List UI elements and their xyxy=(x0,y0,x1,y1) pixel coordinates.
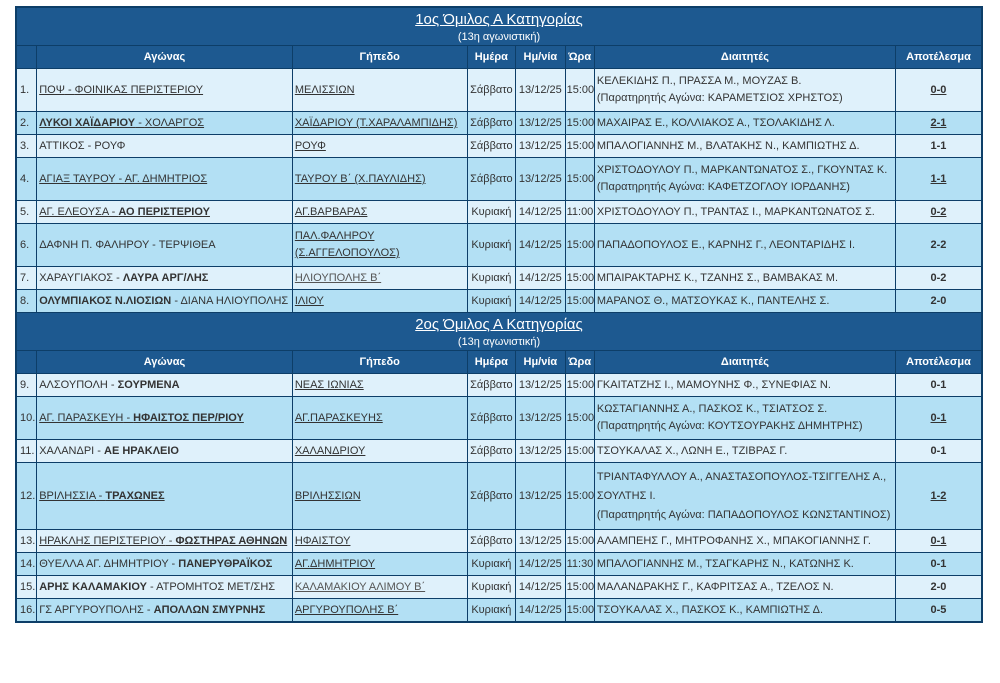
table-row xyxy=(17,201,981,223)
referees: ΠΑΠΑΔΟΠΟΥΛΟΣ Ε., ΚΑΡΝΗΣ Γ., ΛΕΟΝΤΑΡΙΔΗΣ Ι. xyxy=(595,224,895,266)
referees: ΤΣΟΥΚΑΛΑΣ Χ., ΛΩΝΗ Ε., ΤΖΙΒΡΑΣ Γ. xyxy=(595,440,895,462)
table-row xyxy=(17,135,981,157)
match-time: 15:00 xyxy=(566,69,594,111)
col-venue-header: Γήπεδο xyxy=(293,46,467,68)
row-number: 7. xyxy=(17,267,36,289)
home-team: ΑΛΣΟΥΠΟΛΗ xyxy=(39,379,108,391)
venue-link[interactable]: ΑΓ.ΔΗΜΗΤΡΙΟΥ xyxy=(293,553,467,575)
result: 2-0 xyxy=(896,290,981,312)
away-team: ΡΟΥΦ xyxy=(94,140,126,152)
match-link[interactable]: ΗΡΑΚΛΗΣ ΠΕΡΙΣΤΕΡΙΟΥ - ΦΩΣΤΗΡΑΣ ΑΘΗΝΩΝ xyxy=(37,530,292,552)
col-num-header xyxy=(17,351,36,373)
away-team: ΑΠΟΛΛΩΝ ΣΜΥΡΝΗΣ xyxy=(153,604,266,616)
home-team: ΛΥΚΟΙ ΧΑΪΔΑΡΙΟΥ xyxy=(39,117,136,129)
table-row xyxy=(17,112,981,134)
match-time: 15:00 xyxy=(566,267,594,289)
row-number: 13. xyxy=(17,530,36,552)
away-team: ΗΦΑΙΣΤΟΣ ΠΕΡ/ΡΙΟΥ xyxy=(133,412,244,424)
group1-round: (13η αγωνιστική) xyxy=(457,31,541,43)
table-row xyxy=(17,69,981,111)
home-team: ΑΤΤΙΚΟΣ xyxy=(39,140,85,152)
match-time: 15:00 xyxy=(566,530,594,552)
match-date: 13/12/25 xyxy=(516,112,565,134)
away-team: ΣΟΥΡΜΕΝΑ xyxy=(117,379,180,391)
col-num-header xyxy=(17,46,36,68)
table-row xyxy=(17,440,981,462)
group2-title[interactable]: 2ος Όμιλος Α Κατηγορίας xyxy=(415,316,583,333)
table-row xyxy=(17,463,981,529)
referees: ΑΛΑΜΠΕΗΣ Γ., ΜΗΤΡΟΦΑΝΗΣ Χ., ΜΠΑΚΟΓΙΑΝΝΗΣ Γ. xyxy=(595,530,895,552)
home-team: ΓΣ ΑΡΓΥΡΟΥΠΟΛΗΣ xyxy=(39,604,144,616)
col-date-header: Ημ/νία xyxy=(516,46,565,68)
home-team: ΔΑΦΝΗ Π. ΦΑΛΗΡΟΥ xyxy=(39,239,150,251)
match-text: ΧΑΡΑΥΓΙΑΚΟΣ - ΛΑΥΡΑ ΑΡΓ/ΛΗΣ xyxy=(37,267,292,289)
away-team: ΤΡΑΧΩΝΕΣ xyxy=(105,490,165,502)
home-team: ΘΥΕΛΛΑ ΑΓ. ΔΗΜΗΤΡΙΟΥ xyxy=(39,558,169,570)
match-date: 13/12/25 xyxy=(516,158,565,200)
referees: ΜΑΛΑΝΔΡΑΚΗΣ Γ., ΚΑΦΡΙΤΣΑΣ Α., ΤΖΕΛΟΣ Ν. xyxy=(595,576,895,598)
venue-link[interactable]: ΜΕΛΙΣΣΙΩΝ xyxy=(293,69,467,111)
venue-link[interactable]: ΠΑΛ.ΦΑΛΗΡΟΥ (Σ.ΑΓΓΕΛΟΠΟΥΛΟΣ) xyxy=(293,224,467,266)
match-time: 15:00 xyxy=(566,397,594,439)
match-day: Σάββατο xyxy=(468,530,515,552)
match-time: 15:00 xyxy=(566,440,594,462)
venue-link[interactable]: ΚΑΛΑΜΑΚΙΟΥ ΑΛΙΜΟΥ Β΄ xyxy=(293,576,467,598)
match-date: 14/12/25 xyxy=(516,553,565,575)
match-date: 14/12/25 xyxy=(516,290,565,312)
group1-title[interactable]: 1ος Όμιλος Α Κατηγορίας xyxy=(415,11,583,28)
result-link[interactable]: 1-1 xyxy=(896,158,981,200)
result: 0-1 xyxy=(896,553,981,575)
table-row xyxy=(17,576,981,598)
home-team: ΧΑΡΑΥΓΙΑΚΟΣ xyxy=(39,272,114,284)
home-team: ΧΑΛΑΝΔΡΙ xyxy=(39,445,95,457)
match-observer: (Παρατηρητής Αγώνα: ΚΑΦΕΤΖΟΓΛΟΥ ΙΟΡΔΑΝΗΣ) xyxy=(596,181,850,193)
match-date: 14/12/25 xyxy=(516,576,565,598)
referees: ΜΑΧΑΙΡΑΣ Ε., ΚΟΛΛΙΑΚΟΣ Α., ΤΣΟΛΑΚΙΔΗΣ Λ. xyxy=(595,112,895,134)
col-referees-header: Διαιτητές xyxy=(595,351,895,373)
match-day: Σάββατο xyxy=(468,440,515,462)
referees: ΤΡΙΑΝΤΑΦΥΛΛΟΥ Α., ΑΝΑΣΤΑΣΟΠΟΥΛΟΣ-ΤΣΙΓΓΕΛΗΣ Α., ΣΟΥΛΤΗΣ Ι. (Παρατηρητής Αγώνα: ΠΑΠΑΔΟΠΟΥΛΟΣ ΚΩΝΣΤΑΝΤΙΝΟΣ) xyxy=(595,463,895,529)
match-day: Κυριακή xyxy=(468,267,515,289)
home-team: ΑΓΙΑΞ ΤΑΥΡΟΥ xyxy=(39,173,116,185)
match-text: ΔΑΦΝΗ Π. ΦΑΛΗΡΟΥ - ΤΕΡΨΙΘΕΑ xyxy=(37,224,292,266)
match-date: 13/12/25 xyxy=(516,135,565,157)
referees: ΚΕΛΕΚΙΔΗΣ Π., ΠΡΑΣΣΑ Μ., ΜΟΥΖΑΣ Β. (Παρατηρητής Αγώνα: ΚΑΡΑΜΕΤΣΙΟΣ ΧΡΗΣΤΟΣ) xyxy=(595,69,895,111)
venue-link[interactable]: ΗΛΙΟΥΠΟΛΗΣ Β΄ xyxy=(293,267,467,289)
match-date: 13/12/25 xyxy=(516,530,565,552)
col-venue-header: Γήπεδο xyxy=(293,351,467,373)
fixtures-table xyxy=(16,7,982,622)
match-time: 15:00 xyxy=(566,374,594,396)
away-team: ΠΑΝΕΡΥΘΡΑΪΚΟΣ xyxy=(178,558,273,570)
group2-title-row xyxy=(17,313,981,350)
match-observer: (Παρατηρητής Αγώνα: ΠΑΠΑΔΟΠΟΥΛΟΣ ΚΩΝΣΤΑΝΤΙΝΟΣ) xyxy=(596,508,891,521)
match-date: 13/12/25 xyxy=(516,69,565,111)
referees: ΧΡΙΣΤΟΔΟΥΛΟΥ Π., ΤΡΑΝΤΑΣ Ι., ΜΑΡΚΑΝΤΩΝΑΤΟΣ Σ. xyxy=(595,201,895,223)
group2-header-row xyxy=(17,351,981,373)
row-number: 12. xyxy=(17,463,36,529)
home-team: ΑΓ. ΠΑΡΑΣΚΕΥΗ xyxy=(39,412,124,424)
fixtures-panel xyxy=(15,6,983,623)
home-team: ΟΛΥΜΠΙΑΚΟΣ Ν.ΛΙΟΣΙΩΝ xyxy=(39,295,172,307)
match-observer: (Παρατηρητής Αγώνα: ΚΑΡΑΜΕΤΣΙΟΣ ΧΡΗΣΤΟΣ) xyxy=(596,92,843,104)
col-result-header: Αποτέλεσμα xyxy=(896,46,981,68)
col-result-header: Αποτέλεσμα xyxy=(896,351,981,373)
match-day: Σάββατο xyxy=(468,158,515,200)
result: 0-5 xyxy=(896,599,981,621)
result: 2-2 xyxy=(896,224,981,266)
row-number: 1. xyxy=(17,69,36,111)
table-row xyxy=(17,397,981,439)
venue-link[interactable]: ΙΛΙΟΥ xyxy=(293,290,467,312)
match-text: ΑΡΗΣ ΚΑΛΑΜΑΚΙΟΥ - ΑΤΡΟΜΗΤΟΣ ΜΕΤ/ΣΗΣ xyxy=(37,576,292,598)
match-date: 13/12/25 xyxy=(516,374,565,396)
referees: ΓΚΑΙΤΑΤΖΗΣ Ι., ΜΑΜΟΥΝΗΣ Φ., ΣΥΝΕΦΙΑΣ Ν. xyxy=(595,374,895,396)
match-link[interactable]: ΛΥΚΟΙ ΧΑΪΔΑΡΙΟΥ - ΧΟΛΑΡΓΟΣ xyxy=(37,112,292,134)
result-link[interactable]: 0-1 xyxy=(896,397,981,439)
table-row xyxy=(17,374,981,396)
venue-link[interactable]: ΑΓ.ΒΑΡΒΑΡΑΣ xyxy=(293,201,467,223)
match-day: Σάββατο xyxy=(468,69,515,111)
row-number: 16. xyxy=(17,599,36,621)
row-number: 5. xyxy=(17,201,36,223)
match-link[interactable]: ΒΡΙΛΗΣΣΙΑ - ΤΡΑΧΩΝΕΣ xyxy=(37,463,292,529)
match-text: ΟΛΥΜΠΙΑΚΟΣ Ν.ΛΙΟΣΙΩΝ - ΔΙΑΝΑ ΗΛΙΟΥΠΟΛΗΣ xyxy=(37,290,292,312)
referees: ΚΩΣΤΑΓΙΑΝΝΗΣ Α., ΠΑΣΚΟΣ Κ., ΤΣΙΑΤΣΟΣ Σ. (Παρατηρητής Αγώνα: ΚΟΥΤΣΟΥΡΑΚΗΣ ΔΗΜΗΤΡΗΣ) xyxy=(595,397,895,439)
table-row xyxy=(17,599,981,621)
row-number: 14. xyxy=(17,553,36,575)
venue-link[interactable]: ΑΓ.ΠΑΡΑΣΚΕΥΗΣ xyxy=(293,397,467,439)
row-number: 11. xyxy=(17,440,36,462)
away-team: ΑΟ ΠΕΡΙΣΤΕΡΙΟΥ xyxy=(118,206,210,218)
result-link[interactable]: 0-1 xyxy=(896,530,981,552)
match-date: 14/12/25 xyxy=(516,599,565,621)
result: 1-1 xyxy=(896,135,981,157)
match-time: 15:00 xyxy=(566,158,594,200)
row-number: 2. xyxy=(17,112,36,134)
match-link[interactable]: ΠΟΨ - ΦΟΙΝΙΚΑΣ ΠΕΡΙΣΤΕΡΙΟΥ xyxy=(37,69,292,111)
group2-round: (13η αγωνιστική) xyxy=(457,336,541,348)
result-link[interactable]: 2-1 xyxy=(896,112,981,134)
match-time: 15:00 xyxy=(566,224,594,266)
away-team: ΑΓ. ΔΗΜΗΤΡΙΟΣ xyxy=(124,173,208,185)
home-team: ΠΟΨ xyxy=(39,84,65,96)
match-text: ΑΛΣΟΥΠΟΛΗ - ΣΟΥΡΜΕΝΑ xyxy=(37,374,292,396)
venue-link[interactable]: ΒΡΙΛΗΣΣΙΩΝ xyxy=(293,463,467,529)
row-number: 8. xyxy=(17,290,36,312)
col-day-header: Ημέρα xyxy=(468,46,515,68)
result-link[interactable]: 0-2 xyxy=(896,201,981,223)
table-row xyxy=(17,158,981,200)
result: 0-1 xyxy=(896,374,981,396)
venue-link[interactable]: ΧΑΪΔΑΡΙΟΥ (Τ.ΧΑΡΑΛΑΜΠΙΔΗΣ) xyxy=(293,112,467,134)
away-team: ΤΕΡΨΙΘΕΑ xyxy=(158,239,216,251)
match-time: 11:30 xyxy=(566,553,594,575)
group1-header-row xyxy=(17,46,981,68)
match-time: 15:00 xyxy=(566,576,594,598)
col-time-header: Ώρα xyxy=(566,351,594,373)
venue-link[interactable]: ΗΦΑΙΣΤΟΥ xyxy=(293,530,467,552)
venue-link[interactable]: ΑΡΓΥΡΟΥΠΟΛΗΣ Β΄ xyxy=(293,599,467,621)
row-number: 3. xyxy=(17,135,36,157)
away-team: ΔΙΑΝΑ ΗΛΙΟΥΠΟΛΗΣ xyxy=(180,295,289,307)
home-team: ΑΓ. ΕΛΕΟΥΣΑ xyxy=(39,206,109,218)
table-row xyxy=(17,553,981,575)
venue-link[interactable]: ΧΑΛΑΝΔΡΙΟΥ xyxy=(293,440,467,462)
result: 2-0 xyxy=(896,576,981,598)
match-text: ΓΣ ΑΡΓΥΡΟΥΠΟΛΗΣ - ΑΠΟΛΛΩΝ ΣΜΥΡΝΗΣ xyxy=(37,599,292,621)
match-link[interactable]: ΑΓ. ΕΛΕΟΥΣΑ - ΑΟ ΠΕΡΙΣΤΕΡΙΟΥ xyxy=(37,201,292,223)
match-observer: (Παρατηρητής Αγώνα: ΚΟΥΤΣΟΥΡΑΚΗΣ ΔΗΜΗΤΡΗΣ) xyxy=(596,420,863,432)
match-link[interactable]: ΑΓ. ΠΑΡΑΣΚΕΥΗ - ΗΦΑΙΣΤΟΣ ΠΕΡ/ΡΙΟΥ xyxy=(37,397,292,439)
match-day: Σάββατο xyxy=(468,374,515,396)
match-date: 13/12/25 xyxy=(516,463,565,529)
away-team: ΦΟΙΝΙΚΑΣ ΠΕΡΙΣΤΕΡΙΟΥ xyxy=(74,84,204,96)
match-time: 15:00 xyxy=(566,290,594,312)
home-team: ΒΡΙΛΗΣΣΙΑ xyxy=(39,490,96,502)
match-time: 15:00 xyxy=(566,599,594,621)
match-day: Κυριακή xyxy=(468,224,515,266)
referees: ΜΠΑΛΟΓΙΑΝΝΗΣ Μ., ΤΣΑΓΚΑΡΗΣ Ν., ΚΑΤΩΝΗΣ Κ. xyxy=(595,553,895,575)
referees: ΧΡΙΣΤΟΔΟΥΛΟΥ Π., ΜΑΡΚΑΝΤΩΝΑΤΟΣ Σ., ΓΚΟΥΝΤΑΣ Κ. (Παρατηρητής Αγώνα: ΚΑΦΕΤΖΟΓΛΟΥ ΙΟΡΔΑΝΗΣ) xyxy=(595,158,895,200)
match-date: 14/12/25 xyxy=(516,224,565,266)
match-time: 15:00 xyxy=(566,112,594,134)
result-link[interactable]: 0-0 xyxy=(896,69,981,111)
referees: ΜΠΑΛΟΓΙΑΝΝΗΣ Μ., ΒΛΑΤΑΚΗΣ Ν., ΚΑΜΠΙΩΤΗΣ Δ. xyxy=(595,135,895,157)
row-number: 15. xyxy=(17,576,36,598)
match-date: 13/12/25 xyxy=(516,440,565,462)
match-time: 11:00 xyxy=(566,201,594,223)
match-date: 14/12/25 xyxy=(516,201,565,223)
match-text: ΘΥΕΛΛΑ ΑΓ. ΔΗΜΗΤΡΙΟΥ - ΠΑΝΕΡΥΘΡΑΪΚΟΣ xyxy=(37,553,292,575)
venue-link[interactable]: ΡΟΥΦ xyxy=(293,135,467,157)
home-team: ΗΡΑΚΛΗΣ ΠΕΡΙΣΤΕΡΙΟΥ xyxy=(39,535,166,547)
venue-link[interactable]: ΤΑΥΡΟΥ Β΄ (Χ.ΠΑΥΛΙΔΗΣ) xyxy=(293,158,467,200)
match-day: Κυριακή xyxy=(468,553,515,575)
col-match-header: Αγώνας xyxy=(37,351,292,373)
referees: ΤΣΟΥΚΑΛΑΣ Χ., ΠΑΣΚΟΣ Κ., ΚΑΜΠΙΩΤΗΣ Δ. xyxy=(595,599,895,621)
referees: ΜΠΑΙΡΑΚΤΑΡΗΣ Κ., ΤΖΑΝΗΣ Σ., ΒΑΜΒΑΚΑΣ Μ. xyxy=(595,267,895,289)
away-team: ΑΤΡΟΜΗΤΟΣ ΜΕΤ/ΣΗΣ xyxy=(156,581,276,593)
match-time: 15:00 xyxy=(566,463,594,529)
col-date-header: Ημ/νία xyxy=(516,351,565,373)
col-referees-header: Διαιτητές xyxy=(595,46,895,68)
match-date: 14/12/25 xyxy=(516,267,565,289)
result: 0-1 xyxy=(896,440,981,462)
table-row xyxy=(17,267,981,289)
row-number: 10. xyxy=(17,397,36,439)
match-text: ΧΑΛΑΝΔΡΙ - ΑΕ ΗΡΑΚΛΕΙΟ xyxy=(37,440,292,462)
row-number: 6. xyxy=(17,224,36,266)
table-row xyxy=(17,290,981,312)
home-team: ΑΡΗΣ ΚΑΛΑΜΑΚΙΟΥ xyxy=(39,581,147,593)
match-day: Σάββατο xyxy=(468,397,515,439)
group1-title-row xyxy=(17,8,981,45)
match-date: 13/12/25 xyxy=(516,397,565,439)
match-link[interactable]: ΑΓΙΑΞ ΤΑΥΡΟΥ - ΑΓ. ΔΗΜΗΤΡΙΟΣ xyxy=(37,158,292,200)
match-day: Σάββατο xyxy=(468,112,515,134)
table-row xyxy=(17,530,981,552)
col-match-header: Αγώνας xyxy=(37,46,292,68)
referees: ΜΑΡΑΝΟΣ Θ., ΜΑΤΣΟΥΚΑΣ Κ., ΠΑΝΤΕΛΗΣ Σ. xyxy=(595,290,895,312)
venue-link[interactable]: ΝΕΑΣ ΙΩΝΙΑΣ xyxy=(293,374,467,396)
row-number: 9. xyxy=(17,374,36,396)
match-text: ΑΤΤΙΚΟΣ - ΡΟΥΦ xyxy=(37,135,292,157)
match-time: 15:00 xyxy=(566,135,594,157)
away-team: ΦΩΣΤΗΡΑΣ ΑΘΗΝΩΝ xyxy=(175,535,288,547)
table-row xyxy=(17,224,981,266)
match-day: Κυριακή xyxy=(468,599,515,621)
result: 0-2 xyxy=(896,267,981,289)
match-day: Κυριακή xyxy=(468,576,515,598)
row-number: 4. xyxy=(17,158,36,200)
match-day: Κυριακή xyxy=(468,290,515,312)
match-day: Κυριακή xyxy=(468,201,515,223)
away-team: ΧΟΛΑΡΓΟΣ xyxy=(144,117,205,129)
match-day: Σάββατο xyxy=(468,135,515,157)
col-day-header: Ημέρα xyxy=(468,351,515,373)
away-team: ΑΕ ΗΡΑΚΛΕΙΟ xyxy=(104,445,179,457)
match-day: Σάββατο xyxy=(468,463,515,529)
result-link[interactable]: 1-2 xyxy=(896,463,981,529)
away-team: ΛΑΥΡΑ ΑΡΓ/ΛΗΣ xyxy=(122,272,209,284)
col-time-header: Ώρα xyxy=(566,46,594,68)
